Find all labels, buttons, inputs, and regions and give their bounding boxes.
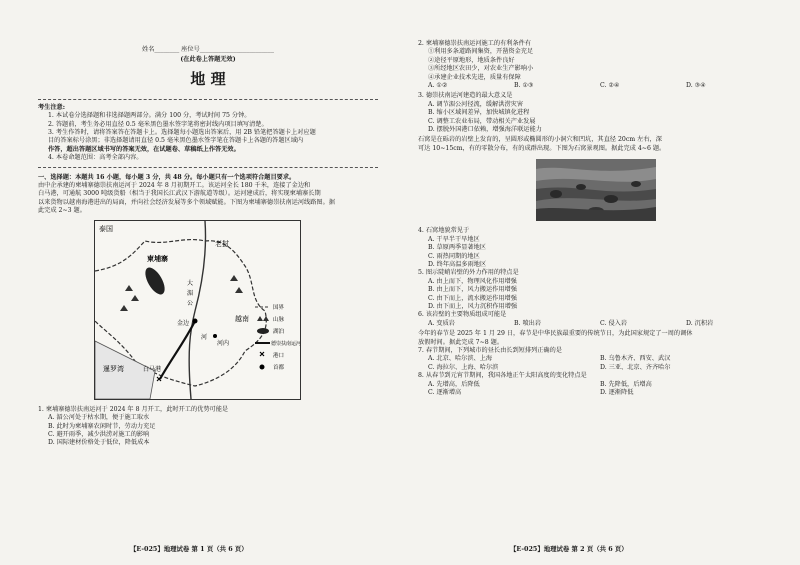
option-A: A. 先增高，后降低 xyxy=(428,380,480,388)
mekong-river xyxy=(189,221,208,399)
option-C: C. 避开雨季，减少洪涝对施工的影响 xyxy=(48,430,150,438)
legend-label: 国界 xyxy=(273,304,285,311)
header-note: (在此卷上答题无效) xyxy=(180,56,236,64)
map-label: 白马港 xyxy=(143,365,162,373)
option-D: D. 沉积岩 xyxy=(686,319,714,327)
mountain-symbols xyxy=(120,275,243,311)
question-1-stem: 1. 柬埔寨德崇扶南运河于 2024 年 8 月开工，此时开工的优势可能是 xyxy=(38,405,229,413)
map-label: 柬埔寨 xyxy=(147,253,168,263)
map-label: 湄 xyxy=(187,289,194,297)
question-8-stem: 8. 从春节到元宵节期间，我国各地正午太阳高度的变化特点是 xyxy=(418,372,587,380)
option-A: A. 湄公河处于枯水期，便于施工取水 xyxy=(48,414,150,422)
canal-route-map xyxy=(94,220,301,400)
statement-3: ③所经地区农田少，对农业生产影响小 xyxy=(428,65,534,73)
options-row xyxy=(418,389,772,397)
options-row xyxy=(418,355,772,363)
map-drawing xyxy=(95,221,300,399)
map-label: 越南 xyxy=(235,314,249,323)
rock-cavity-photo xyxy=(536,159,656,221)
notice-4: 4. 本卷命题范围：高考全部内容。 xyxy=(48,154,143,162)
option-D: D. 三亚、北京、齐齐哈尔 xyxy=(600,363,671,371)
question-6-stem: 6. 该岩壁的主要物质组成可能是 xyxy=(418,311,507,319)
notice-3b: 目的答案标号涂黑；非选择题请用直径 0.5 毫米黑色墨水签字笔在答题卡上各题的答题区域内 xyxy=(48,137,304,145)
divider xyxy=(38,167,378,168)
capital-symbol xyxy=(193,318,198,323)
option-A: A. 北京、哈尔滨、上海 xyxy=(428,355,493,363)
notice-1: 1. 本试卷分选择题和非选择题两部分。满分 100 分，考试时间 75 分钟。 xyxy=(48,112,251,120)
page-footer: 【E-025】地理试卷 第 2 页（共 6 页） xyxy=(510,545,628,553)
question-3-stem: 3. 德崇扶南运河建造的最大意义是 xyxy=(418,92,513,100)
option-C: C. 调整工农业布局，带动相关产业发展 xyxy=(428,117,536,125)
intro-line: 此完成 2~3 题。 xyxy=(38,207,86,215)
statement-2: ②途径平原地形，地质条件良好 xyxy=(428,56,515,64)
option-D: D. 由下而上，风力沉积作用增强 xyxy=(428,302,518,310)
option-C: C. 海拉尔、上海、哈尔滨 xyxy=(428,363,499,371)
legend-label: 德崇扶南运河 xyxy=(271,340,300,347)
legend-symbol-capital xyxy=(260,364,265,369)
photo-drawing xyxy=(536,159,656,221)
map-label: 大 xyxy=(187,279,194,287)
intro-line: 石窝是在砾岩的岩壁上发育的，呈圆形或椭圆形的小洞穴和凹坑，其直径 20cm 左右，深 xyxy=(418,136,662,144)
question-7-stem: 7. 春节期间，下列城市的昼长由长到短排列正确的是 xyxy=(418,346,562,354)
page-footer: 【E-025】地理试卷 第 1 页（共 6 页） xyxy=(130,545,248,553)
intro-line: 由中企承建的柬埔寨德崇扶南运河于 2024 年 8 月初期开工。该运河全长 180 千米，连接了金边和 xyxy=(38,182,311,190)
question-2-stem: 2. 柬埔寨德崇扶南运河施工的有利条件有 xyxy=(418,40,532,47)
map-label: 公 xyxy=(187,299,194,307)
intro-line: 以来货物以越南海港进出的局面，并向社会经济发展等多个领域赋能。下图为柬埔寨德崇扶南运河线路图。据 xyxy=(38,198,335,206)
option-B: B. 此时为柬埔寨农闲时节，劳动力充足 xyxy=(48,422,156,430)
legend-label: 湖泊 xyxy=(273,328,285,335)
option-A: A. ①② xyxy=(428,82,448,90)
divider xyxy=(38,99,378,100)
intro-line: 放假时间。据此完成 7~8 题。 xyxy=(418,338,504,346)
option-A: A. 干旱半干旱地区 xyxy=(428,235,480,243)
option-A: A. 调节湄公河径流，缓解洪涝灾害 xyxy=(428,100,524,108)
options-row xyxy=(418,381,772,389)
map-label: 河 xyxy=(201,333,208,341)
section-heading: 一、选择题：本题共 16 小题，每小题 3 分，共 48 分。每小题只有一个选项符合题目要求。 xyxy=(38,173,296,181)
legend-symbol-port xyxy=(260,352,264,356)
exam-page-2 xyxy=(400,0,800,565)
city-symbol xyxy=(213,334,217,338)
notice-2: 2. 答题前，考生务必用直径 0.5 毫米黑色墨水签字笔将密封线内项目填写清楚。 xyxy=(48,120,268,128)
statement-4: ④承建企业技术先进，质量有保障 xyxy=(428,73,521,81)
map-label: 河内 xyxy=(217,339,230,347)
legend-symbol-lake xyxy=(257,328,269,334)
map-label: 泰国 xyxy=(99,224,113,233)
question-5-stem: 5. 图示陡峭岩壁的外力作用的特点是 xyxy=(418,269,519,277)
map-label: 暹罗湾 xyxy=(103,364,124,373)
options-row xyxy=(418,82,772,90)
legend-label: 山脉 xyxy=(273,316,285,323)
option-B: B. 草原两季显著地区 xyxy=(428,244,486,252)
notice-title: 考生注意: xyxy=(38,103,66,111)
option-B: B. 乌鲁木齐、西安、武汉 xyxy=(600,355,671,363)
option-C: C. 雨热同期的地区 xyxy=(428,252,480,260)
option-B: B. 由上而下，风力搬运作用增强 xyxy=(428,286,517,294)
option-A: A. 变质岩 xyxy=(428,319,455,327)
legend-label: 港口 xyxy=(273,352,285,359)
legend-label: 首都 xyxy=(273,364,285,371)
options-row xyxy=(418,320,772,328)
name-seat-line: 姓名________ 座位号________________________ xyxy=(142,46,274,53)
tonle-sap-lake xyxy=(141,264,168,297)
option-D: D. 终年高温多雨地区 xyxy=(428,260,487,268)
option-C: C. 侵入岩 xyxy=(600,319,628,327)
option-D: D. 摆脱外国港口依赖，增强海洋联运能力 xyxy=(428,126,542,134)
intro-line: 白马港，可通航 3000 吨级货船（相当于我国长江武汉下游航道等级）。运河建成后，将实现柬埔寨长期 xyxy=(38,190,321,198)
map-label: 老挝 xyxy=(215,239,229,248)
statement-1: ①利用多条道路间集资，开凿资金充足 xyxy=(428,48,534,56)
intro-line: 今年的春节是 2025 年 1 月 29 日，春节是中华民族最重要的传统节日，为此国家规定了一周的调休 xyxy=(418,330,693,338)
notice-3c: 作答，超出答题区域书写的答案无效，在试题卷、草稿纸上作答无效。 xyxy=(48,145,240,153)
option-B: B. ①③ xyxy=(514,82,534,90)
option-D: D. ③④ xyxy=(686,82,706,90)
notice-3: 3. 考生作答时，请将答案答在答题卡上。选择题每小题选出答案后，用 2B 铅笔把答题卡上对应题 xyxy=(48,129,316,137)
map-label: 金边 xyxy=(177,319,190,327)
option-C: C. ②④ xyxy=(600,82,620,90)
option-A: A. 由上而下，物理风化作用增强 xyxy=(428,277,517,285)
option-D: D. 逐渐降低 xyxy=(600,389,634,396)
page-title: 地 理 xyxy=(190,69,226,88)
option-B: B. 缩小区域间差异，加快城镇化进程 xyxy=(428,109,530,117)
legend-symbol-mountain xyxy=(257,316,269,321)
question-4-stem: 4. 石窝地貌常见于 xyxy=(418,227,470,235)
options-row xyxy=(418,364,772,372)
option-B: B. 先降低，后增高 xyxy=(600,380,652,388)
option-B: B. 喷出岩 xyxy=(514,319,542,327)
option-D: D. 国际建材价格处于低位，降低成本 xyxy=(48,439,150,447)
intro-line: 可达 10~15cm，有的零散分布，有的成群出现。下图为石窝景观图。据此完成 4~6 题。 xyxy=(418,144,666,152)
option-C: C. 由下而上，流水搬运作用增强 xyxy=(428,294,517,302)
option-C: C. 逐渐增高 xyxy=(428,389,462,396)
